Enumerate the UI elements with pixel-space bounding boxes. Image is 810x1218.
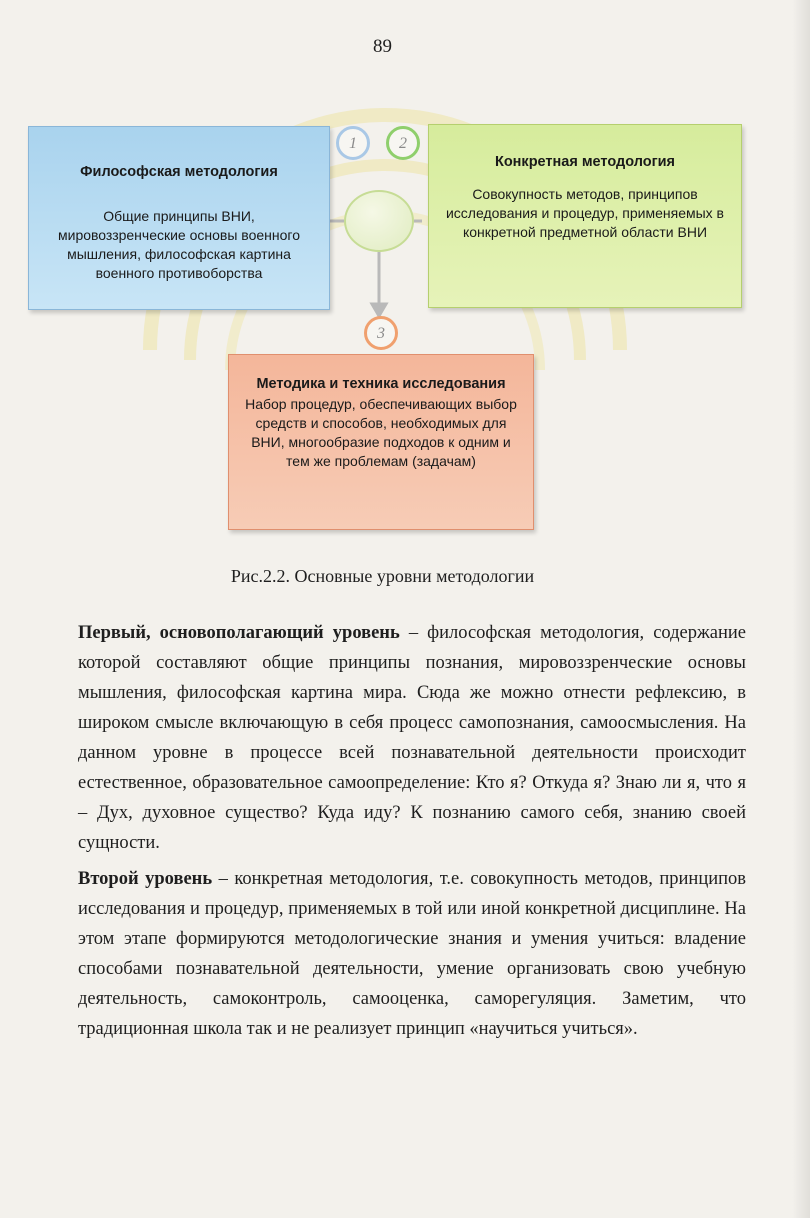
level-number-3: 3 <box>364 316 398 350</box>
box-title: Методика и техника исследования <box>256 376 506 392</box>
paragraph <box>78 864 746 1044</box>
box-research-technique <box>228 354 534 530</box>
paragraph-lead: Второй уровень <box>78 869 213 889</box>
box-text: Общие принципы ВНИ, мировоззренческие основы военного мышления, философская картина военного противоборства <box>58 208 300 281</box>
box-concrete-methodology <box>428 124 742 308</box>
methodology-levels-diagram <box>0 0 810 560</box>
paragraph-lead: Первый, основополагающий уровень <box>78 623 400 643</box>
box-title: Философская методология <box>80 164 278 180</box>
page-number: 89 <box>373 36 392 57</box>
level-number-2: 2 <box>386 126 420 160</box>
paragraph-text: – философская методология, содержание которой составляют общие принципы познания, мировоззренческие основы мышления, философская картина мира. Сюда же можно отнести рефлексию, в широком смысле включающую в себя процесс самопознания, самоосмысления. На данном уровне в процессе всей познавательной деятельности происходит естественное, образовательное самоопределение: Кто я? Откуда я? Знаю ли я, что я – Дух, духовное существо? Куда иду? К познанию самого себя, знанию своей сущности. <box>78 623 747 853</box>
paragraph <box>78 618 746 858</box>
box-text: Набор процедур, обеспечивающих выбор средств и способов, необходимых для ВНИ, многообразие подходов к одним и тем же проблемам (задачам) <box>245 396 517 469</box>
paragraph-text: – конкретная методология, т.е. совокупность методов, принципов исследования и процедур, применяемых в той или иной конкретной дисциплине. На этом этапе формируются методологические знания и умения учиться: владение способами познавательной деятельности, умение организовать свою учебную деятельность, самоконтроль, самооценка, саморегуляция. Заметим, что традиционная школа так и не реализует принцип «научиться учиться». <box>78 869 747 1039</box>
body-text <box>78 618 746 1044</box>
box-title: Конкретная методология <box>494 154 676 170</box>
box-text: Совокупность методов, принципов исследования и процедур, применяемых в конкретной предметной области ВНИ <box>445 186 724 240</box>
level-number-1: 1 <box>336 126 370 160</box>
figure-caption: Рис.2.2. Основные уровни методологии <box>230 566 535 586</box>
box-philosophical-methodology <box>28 126 330 310</box>
center-node <box>344 190 414 252</box>
arrowhead-down <box>372 304 386 316</box>
